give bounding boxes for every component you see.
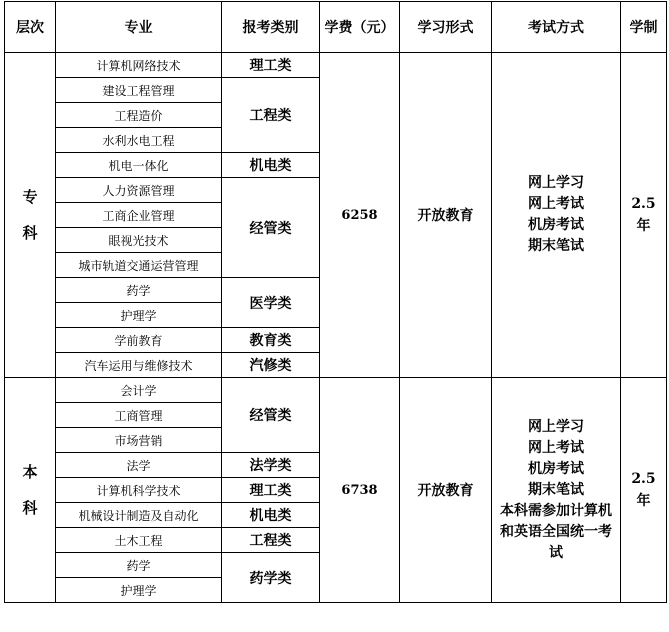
major-cell: 建设工程管理 xyxy=(56,78,222,103)
header-category: 报考类别 xyxy=(222,2,320,53)
exam-method-cell xyxy=(492,378,621,603)
study-mode-cell: 开放教育 xyxy=(400,53,492,378)
duration-line: 2.5 xyxy=(631,196,656,212)
major-cell: 法学 xyxy=(56,453,222,478)
major-cell: 工程造价 xyxy=(56,103,222,128)
major-cell: 计算机网络技术 xyxy=(56,53,222,78)
major-cell: 学前教育 xyxy=(56,328,222,353)
major-cell: 土木工程 xyxy=(56,528,222,553)
duration-line: 年 xyxy=(636,218,651,234)
exam-method-line: 机房考试 xyxy=(528,217,584,233)
major-cell: 水利水电工程 xyxy=(56,128,222,153)
category-cell: 工程类 xyxy=(222,78,320,153)
major-cell: 汽车运用与维修技术 xyxy=(56,353,222,378)
level-cell xyxy=(5,378,56,603)
level-text: 科 xyxy=(22,499,38,517)
category-cell: 医学类 xyxy=(222,278,320,328)
exam-method-line: 机房考试 xyxy=(528,460,584,477)
major-cell: 药学 xyxy=(56,553,222,578)
exam-method-line: 网上学习 xyxy=(528,175,584,191)
exam-method-line: 试 xyxy=(549,544,563,561)
header-fee: 学费（元） xyxy=(320,2,400,53)
major-cell: 市场营销 xyxy=(56,428,222,453)
exam-method-cell xyxy=(492,53,621,378)
study-mode-cell: 开放教育 xyxy=(400,378,492,603)
header-level: 层次 xyxy=(5,2,56,53)
exam-method-line: 网上考试 xyxy=(528,439,584,456)
major-cell: 计算机科学技术 xyxy=(56,478,222,503)
major-cell: 会计学 xyxy=(56,378,222,403)
programs-table xyxy=(4,1,667,603)
level-text: 本 xyxy=(22,463,38,481)
major-cell: 护理学 xyxy=(56,303,222,328)
header-study-mode: 学习形式 xyxy=(400,2,492,53)
major-cell: 人力资源管理 xyxy=(56,178,222,203)
header-exam-method: 考试方式 xyxy=(492,2,621,53)
level-text: 科 xyxy=(22,224,38,242)
exam-method-line: 网上考试 xyxy=(528,196,584,212)
category-cell: 法学类 xyxy=(222,453,320,478)
category-cell: 工程类 xyxy=(222,528,320,553)
table-row xyxy=(5,53,667,78)
category-cell: 理工类 xyxy=(222,53,320,78)
duration-cell xyxy=(621,378,667,603)
duration-line: 2.5 xyxy=(631,471,656,487)
exam-method-line: 期末笔试 xyxy=(528,238,584,254)
major-cell: 工商管理 xyxy=(56,403,222,428)
major-cell: 护理学 xyxy=(56,578,222,603)
major-cell: 机电一体化 xyxy=(56,153,222,178)
category-cell: 药学类 xyxy=(222,553,320,603)
major-cell: 眼视光技术 xyxy=(56,228,222,253)
major-cell: 机械设计制造及自动化 xyxy=(56,503,222,528)
exam-method-line: 期末笔试 xyxy=(528,481,584,498)
fee-cell: 6738 xyxy=(320,378,400,603)
fee-cell: 6258 xyxy=(320,53,400,378)
table-row xyxy=(5,378,667,403)
duration-line: 年 xyxy=(636,493,651,509)
level-text: 专 xyxy=(22,188,38,206)
exam-method-line: 网上学习 xyxy=(528,418,584,435)
duration-cell xyxy=(621,53,667,378)
category-cell: 教育类 xyxy=(222,328,320,353)
category-cell: 机电类 xyxy=(222,153,320,178)
major-cell: 药学 xyxy=(56,278,222,303)
major-cell: 城市轨道交通运营管理 xyxy=(56,253,222,278)
category-cell: 理工类 xyxy=(222,478,320,503)
category-cell: 汽修类 xyxy=(222,353,320,378)
category-cell: 经管类 xyxy=(222,378,320,453)
level-cell xyxy=(5,53,56,378)
header-major: 专业 xyxy=(56,2,222,53)
header-row xyxy=(5,2,667,53)
table-body xyxy=(5,53,667,603)
category-cell: 机电类 xyxy=(222,503,320,528)
category-cell: 经管类 xyxy=(222,178,320,278)
exam-method-line: 和英语全国统一考 xyxy=(500,523,612,540)
header-duration: 学制 xyxy=(621,2,667,53)
major-cell: 工商企业管理 xyxy=(56,203,222,228)
exam-method-line: 本科需参加计算机 xyxy=(500,502,612,519)
